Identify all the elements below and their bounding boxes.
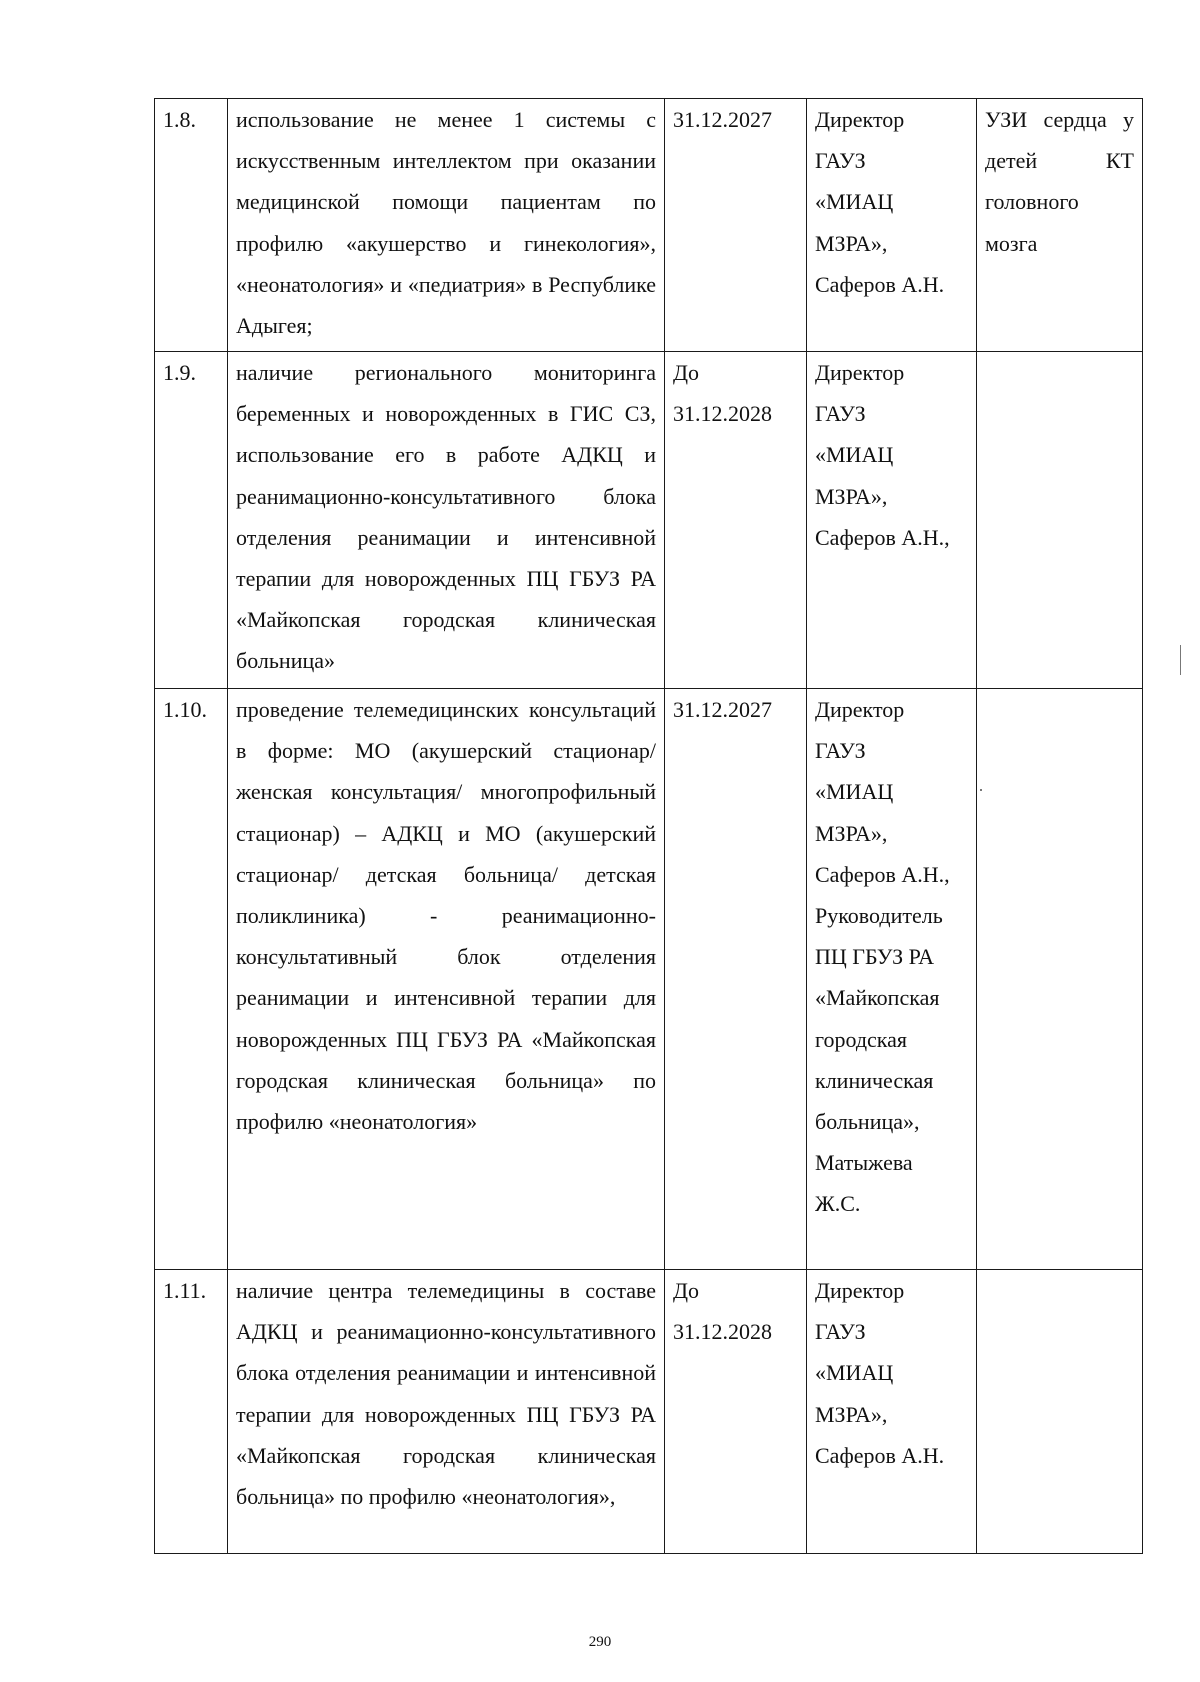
responsible-line: Директор <box>815 107 905 132</box>
table-row <box>155 689 1143 1270</box>
responsible-line: Саферов А.Н. <box>815 271 945 297</box>
note-cell <box>977 1270 1143 1554</box>
deadline-cell: До 31.12.2028 <box>665 1270 807 1554</box>
responsible-line: «МИАЦ <box>815 442 894 468</box>
responsible-line: Директор <box>815 1278 905 1303</box>
note-cell <box>977 689 1143 1270</box>
note-cell: УЗИ сердца у детей КТ головного мозга <box>977 99 1143 352</box>
item-number-cell: 1.9. <box>155 352 228 689</box>
deadline-cell: 31.12.2027 <box>665 99 807 352</box>
responsible-line: ГАУЗ <box>815 148 866 174</box>
responsible-line: «Майкопская <box>815 985 940 1011</box>
responsible-line: «МИАЦ <box>815 779 894 805</box>
plan-table <box>154 98 1143 1554</box>
activity-description-cell: использование не менее 1 системы с искусственным интеллектом при оказании медицинской помощи пациентам по профилю «акушерство и гинекология», «неонатология» и «педиатрия» в Республике Адыгея; <box>228 99 665 352</box>
responsible-line: ГАУЗ <box>815 738 866 764</box>
deadline-cell: 31.12.2027 <box>665 689 807 1270</box>
activity-description-cell: проведение телемедицинских консультаций в форме: МО (акушерский стационар/ женская консультация/ многопрофильный стационар) – АДКЦ и МО (акушерский стационар/ детская больница/ детская поликлиника) - реанимационно-консультативный блок отделения реанимации и интенсивной терапии для новорожденных ПЦ ГБУЗ РА «Майкопская городская клиническая больница» по профилю «неонатология» <box>228 689 665 1270</box>
responsible-line: МЗРА», <box>815 820 888 846</box>
table-row <box>155 352 1143 689</box>
responsible-line: ГАУЗ <box>815 401 866 427</box>
responsible-cell <box>807 352 977 689</box>
responsible-line: Саферов А.Н., <box>815 524 950 550</box>
item-number-cell: 1.8. <box>155 99 228 352</box>
responsible-line: МЗРА», <box>815 483 888 509</box>
responsible-line: «МИАЦ <box>815 189 894 215</box>
responsible-line: Саферов А.Н., <box>815 861 950 887</box>
responsible-line: Ж.С. <box>815 1191 861 1217</box>
responsible-line: больница», <box>815 1109 920 1135</box>
responsible-line: Саферов А.Н. <box>815 1442 945 1468</box>
responsible-line: «МИАЦ <box>815 1360 894 1386</box>
activity-description-cell: наличие центра телемедицины в составе АДКЦ и реанимационно-консультативного блока отделения реанимации и интенсивной терапии для новорожденных ПЦ ГБУЗ РА «Майкопская городская клиническая больница» по профилю «неонатология», <box>228 1270 665 1554</box>
responsible-line: ПЦ ГБУЗ РА <box>815 944 934 970</box>
activity-description-cell: наличие регионального мониторинга беременных и новорожденных в ГИС СЗ, использование его в работе АДКЦ и реанимационно-консультативного блока отделения реанимации и интенсивной терапии для новорожденных ПЦ ГБУЗ РА «Майкопская городская клиническая больница» <box>228 352 665 689</box>
responsible-cell <box>807 689 977 1270</box>
responsible-cell <box>807 1270 977 1554</box>
table-row <box>155 1270 1143 1554</box>
table-row <box>155 99 1143 352</box>
responsible-cell <box>807 99 977 352</box>
responsible-line: Матыжева <box>815 1150 913 1176</box>
responsible-line: Директор <box>815 360 905 385</box>
responsible-line: МЗРА», <box>815 1401 888 1427</box>
note-cell <box>977 352 1143 689</box>
responsible-line: Директор <box>815 697 905 722</box>
scan-artifact <box>1180 645 1181 675</box>
responsible-line: ГАУЗ <box>815 1319 866 1345</box>
responsible-line: Руководитель <box>815 903 943 929</box>
responsible-line: МЗРА», <box>815 230 888 256</box>
deadline-cell: До 31.12.2028 <box>665 352 807 689</box>
item-number-cell: 1.10. <box>155 689 228 1270</box>
page-number: 290 <box>588 1634 612 1650</box>
responsible-line: городская <box>815 1026 908 1052</box>
responsible-line: клиническая <box>815 1067 934 1093</box>
scan-artifact <box>980 789 982 791</box>
item-number-cell: 1.11. <box>155 1270 228 1554</box>
